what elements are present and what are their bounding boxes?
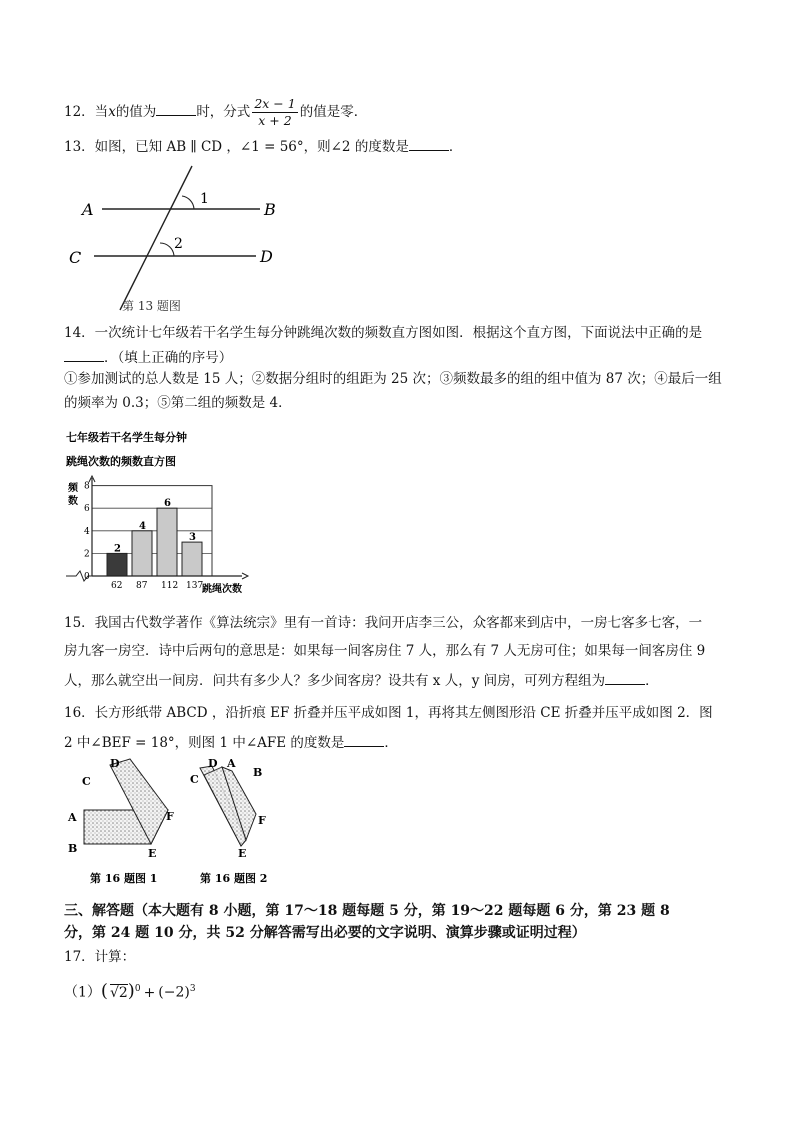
- q14-line2: [64, 347, 232, 367]
- fig2-label-c: C: [190, 773, 199, 786]
- fraction-denominator: x + 2: [258, 113, 292, 128]
- q15-line3-text: 人，那么就空出一间房．问共有多少人？多少间客房？设共有 x 人，y 间房，可列方程组为: [64, 673, 606, 689]
- y-label-bottom: 数: [68, 496, 78, 507]
- x-axis-arrow: [242, 573, 248, 579]
- question-13: [64, 136, 462, 156]
- label-a: A: [82, 200, 94, 219]
- chart-title: 七年级若干名学生每分钟: [66, 431, 187, 444]
- question-12: [64, 96, 367, 129]
- y-label-top: 频: [68, 483, 78, 494]
- sqrt-sign: √2: [109, 984, 128, 1001]
- label-2: 2: [174, 236, 183, 252]
- q12-text-b: 的值为: [115, 104, 157, 120]
- angle-1-arc: [182, 196, 194, 209]
- q15-line3-end: ．: [645, 673, 659, 689]
- fig2-label-a: A: [227, 757, 236, 770]
- y-tick-label: 8: [84, 481, 90, 492]
- q16-figures: [64, 754, 284, 888]
- q15-line1: 15．我国古代数学著作《算法统宗》里有一首诗：我问开店李三公，众客都来到店中，一房七客多七客，一: [64, 615, 703, 631]
- bar-value-label: 6: [164, 498, 171, 510]
- paren-close: ): [127, 980, 135, 1002]
- bar-value-label: 2: [114, 543, 121, 555]
- histogram-chart: [62, 430, 262, 598]
- histogram-bar: [107, 553, 127, 576]
- q17-part1: [64, 980, 196, 1002]
- bar-value-label: 3: [189, 532, 196, 544]
- label-b: B: [264, 200, 276, 219]
- fig1-caption: 第 16 题图 1: [90, 872, 158, 885]
- fraction-numerator: 2x − 1: [254, 96, 296, 111]
- x-tick-label: 137: [186, 581, 204, 591]
- y-tick-label: 2: [84, 549, 90, 560]
- q13-text: 13．如图，已知 AB ∥ CD ，∠1 = 56°，则∠2 的度数是: [64, 139, 409, 155]
- label-d: D: [260, 247, 273, 266]
- q16-line2-text: 2 中∠BEF = 18°，则图 1 中∠AFE 的度数是: [64, 735, 345, 751]
- chart-subtitle: 跳绳次数的频数直方图: [66, 455, 176, 468]
- neg-two: (−2): [158, 984, 190, 1001]
- histogram-bar: [157, 508, 177, 576]
- plus-sign: +: [143, 984, 156, 1001]
- y-tick-labels: [84, 482, 90, 560]
- q15-line3: [64, 670, 659, 690]
- fig2-label-f: F: [258, 814, 266, 827]
- angle-2-arc: [160, 243, 174, 256]
- q16-figure-1: [67, 757, 174, 885]
- q14-line3: ①参加测试的总人数是 15 人；②数据分组时的组距为 25 次；③频数最多的组的组中值为 87 次；④最后一组: [64, 371, 722, 387]
- fig1-label-f: F: [166, 810, 174, 823]
- label-c: C: [69, 248, 82, 267]
- exponent-3: 3: [189, 984, 196, 994]
- bar-value-label: 4: [139, 520, 146, 532]
- q12-text-a: 12．当: [64, 104, 109, 120]
- q17-title: 17．计算：: [64, 949, 136, 965]
- q16-line1: 16．长方形纸带 ABCD ，沿折痕 EF 折叠并压平成如图 1，再将其左侧图形沿 CE 折叠并压平成如图 2．图: [64, 705, 713, 721]
- fig1-label-d: D: [110, 757, 120, 770]
- x-tick-label: 87: [136, 581, 148, 591]
- chart-bars: [107, 498, 202, 576]
- q12-fraction: [252, 96, 297, 129]
- q13-caption: 第 13 题图: [122, 299, 181, 312]
- fig2-label-b: B: [253, 766, 263, 779]
- section3-title-line2: 分，第 24 题 10 分，共 52 分解答需写出必要的文字说明、演算步骤或证明过程）: [64, 925, 586, 941]
- q15-line2: 房九客一房空．诗中后两句的意思是：如果每一间客房住 7 人，那么有 7 人无房可住；如果每一间客房住 9: [64, 643, 706, 659]
- q17-part1-label: （1）: [64, 984, 101, 1001]
- x-axis-title: 跳绳次数: [202, 584, 242, 595]
- fig2-label-d: D: [208, 757, 218, 770]
- origin-label: 0: [84, 572, 90, 582]
- q12-text-d: 的值是零．: [299, 104, 368, 120]
- q12-text-c: 时，分式: [196, 104, 251, 120]
- x-tick-label: 112: [161, 581, 179, 591]
- fig1-label-b: B: [68, 842, 78, 855]
- fig2-label-e: E: [238, 847, 247, 860]
- q14-blank: [64, 347, 104, 362]
- x-tick-label: 62: [111, 581, 123, 591]
- q14-line2-text: ．（填上正确的序号）: [104, 350, 233, 366]
- fig1-label-a: A: [68, 811, 77, 824]
- fig1-label-e: E: [148, 847, 157, 860]
- fig1-label-c: C: [82, 775, 91, 788]
- histogram-bar: [132, 531, 152, 576]
- paren-open: (: [100, 980, 108, 1002]
- q16-line2-end: ．: [384, 735, 398, 751]
- q15-blank: [605, 670, 645, 685]
- x-tick-labels: [111, 581, 203, 591]
- sqrt-inner: 2: [118, 984, 128, 1001]
- q12-var: x: [108, 104, 116, 120]
- fig2-caption: 第 16 题图 2: [200, 872, 268, 885]
- histogram-bar: [182, 542, 202, 576]
- label-1: 1: [200, 191, 209, 207]
- y-tick-label: 6: [84, 504, 90, 515]
- q13-end: ．: [448, 139, 463, 155]
- section3-title-line1: 三、解答题（本大题有 8 小题，第 17～18 题每题 5 分，第 19～22 题每题 6 分，第 23 题 8: [64, 903, 670, 919]
- exponent-0: 0: [134, 984, 141, 994]
- q13-figure: [64, 164, 294, 312]
- y-tick-label: 4: [84, 526, 90, 537]
- q12-blank: [156, 101, 196, 116]
- q14-line1: 14．一次统计七年级若干名学生每分钟跳绳次数的频数直方图如图．根据这个直方图，下面说法中正确的是: [64, 325, 703, 341]
- q16-blank: [344, 732, 384, 747]
- q16-line2: [64, 732, 398, 752]
- q14-line4: 的频率为 0.3；⑤第二组的频数是 4．: [64, 395, 292, 411]
- q13-blank: [409, 136, 449, 151]
- q16-figure-2: [190, 757, 267, 885]
